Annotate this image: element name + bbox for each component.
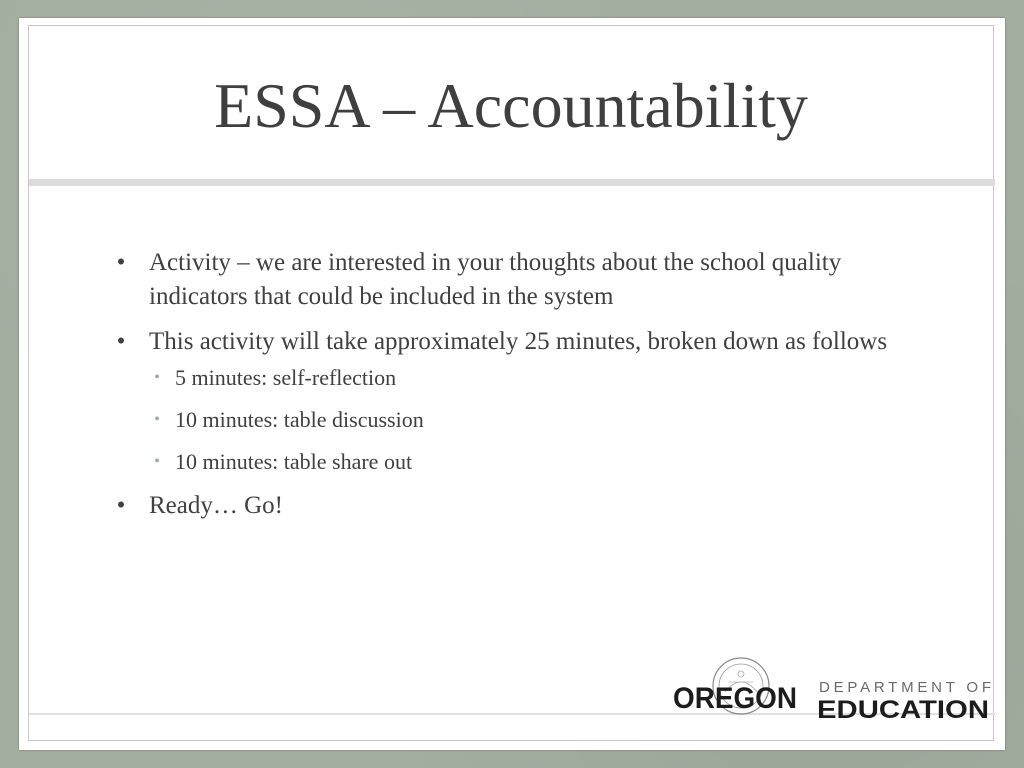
- sub-bullet-text: 10 minutes: table share out: [175, 449, 413, 474]
- logo-education-text: EDUCATION: [817, 696, 989, 724]
- sub-bullet-text: 5 minutes: self-reflection: [175, 365, 397, 390]
- slide-body: [111, 246, 911, 534]
- sub-bullet-item: [149, 447, 911, 477]
- title-area: [29, 26, 993, 180]
- bullet-list: [111, 246, 911, 523]
- slide: [19, 18, 1005, 750]
- sub-bullet-icon: •: [154, 369, 160, 386]
- slide-title: ESSA – Accountability: [214, 70, 808, 141]
- bullet-icon: •: [116, 249, 126, 276]
- oregon-education-logo: [653, 652, 993, 728]
- sub-bullet-icon: •: [154, 453, 160, 470]
- sub-bullet-item: [149, 363, 911, 393]
- bullet-icon: •: [116, 328, 126, 355]
- bullet-item: [111, 325, 911, 477]
- title-divider: [29, 179, 995, 186]
- bullet-text: Activity – we are interested in your thoughts about the school quality indicators that could be included in the system: [149, 249, 842, 310]
- logo-department-of-text: DEPARTMENT OF: [819, 679, 991, 696]
- bullet-item: [111, 489, 911, 523]
- sub-bullet-list: [149, 363, 911, 477]
- sub-bullet-icon: •: [154, 411, 160, 428]
- sub-bullet-item: [149, 405, 911, 435]
- bullet-icon: •: [116, 492, 126, 519]
- bullet-text: This activity will take approximately 25 minutes, broken down as follows: [149, 328, 888, 355]
- bullet-item: [111, 246, 911, 314]
- sub-bullet-text: 10 minutes: table discussion: [175, 407, 424, 432]
- bullet-text: Ready… Go!: [149, 492, 283, 519]
- logo-oregon-text: OREGON: [673, 682, 797, 715]
